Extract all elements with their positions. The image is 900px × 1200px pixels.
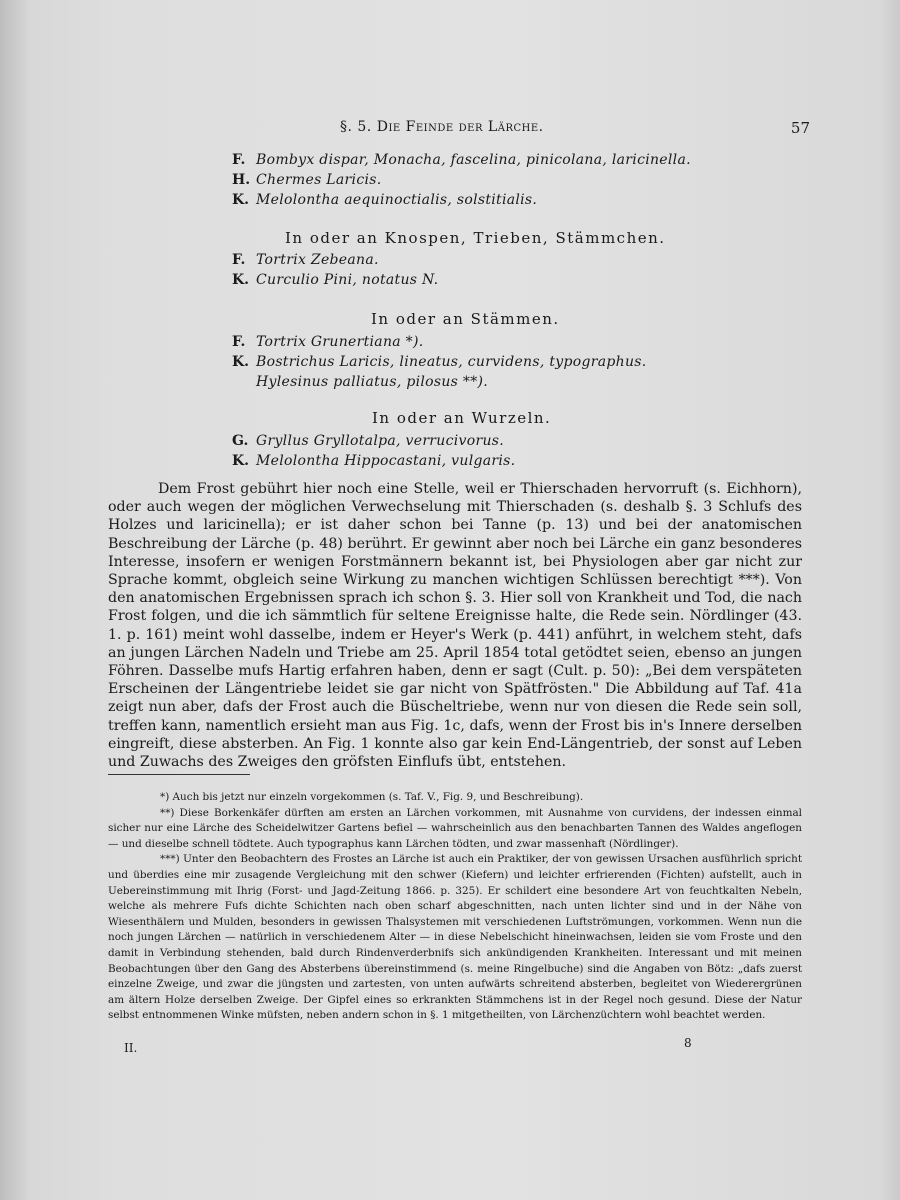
pest-list-general <box>232 150 691 210</box>
paragraph-text: Dem Frost gebührt hier noch eine Stelle, weil er Thierschaden hervorruft (s. Eichhorn), oder auch wegen der möglichen Verwechselung mit Thierschaden (s. deshalb §. 3 Schlufs des Holzes und laricinella); er ist daher schon bei Tanne (p. 13) und bei der anatomischen Beschreibung der Lärche (p. 48) berührt. Er gewinnt aber noch bei Lärche ein ganz besonderes Interesse, insofern er wenigen Forstmännern bekannt ist, bei Physiologen aber gar nicht zur Sprache kommt, obgleich seine Wirkung zu manchen wichtigen Schlüssen berechtigt ***). Von den anatomischen Ergebnissen sprach ich schon §. 3. Hier soll von Krankheit und Tod, die nach Frost folgen, und die ich sämmtlich für seltene Ereignisse halte, die Rede sein. Nördlinger (43. 1. p. 161) meint wohl dasselbe, indem er Heyer's Werk (p. 441) anführt, in welchem steht, dafs an jungen Lärchen Nadeln und Triebe am 25. April 1854 total getödtet seien, ebenso an jungen Föhren. Dasselbe mufs Hartig erfahren haben, denn er sagt (Cult. p. 50): „Bei dem verspäteten Erscheinen der Längentriebe leidet sie gar nicht von Spätfrösten." Die Abbildung auf Taf. 41a zeigt nun aber, dafs der Frost auch die Büscheltriebe, wenn nur von diesen die Rede sein soll, treffen kann, namentlich ersieht man aus Fig. 1c, dafs, wenn der Frost bis in's Innere derselben eingreift, diese absterben. An Fig. 1 konnte also gar kein End-Längentrieb, der sonst auf Leben und Zuwachs des Zweiges den gröfsten Einflufs übt, entstehen. <box>108 481 802 771</box>
pest-list-buds <box>232 250 438 290</box>
species-names: Melolontha Hippocastani, vulgaris. <box>256 453 516 469</box>
footnotes <box>108 790 802 1024</box>
subheading-stems: In oder an Stämmen. <box>371 310 560 328</box>
subheading-roots: In oder an Wurzeln. <box>372 409 552 427</box>
order-letter: F. <box>232 334 246 350</box>
page-number: 57 <box>790 119 810 137</box>
list-item <box>232 150 691 170</box>
order-letter: K. <box>232 354 250 370</box>
list-item <box>232 250 438 270</box>
pest-list-roots <box>232 431 515 471</box>
footnote-divider <box>108 774 250 775</box>
footnote-1: *) Auch bis jetzt nur einzeln vorgekommen (s. Taf. V., Fig. 9, und Beschreibung). <box>160 791 584 803</box>
signature-mark: 8 <box>684 1036 692 1050</box>
species-names: Bostrichus Laricis, lineatus, curvidens, typographus. <box>256 354 647 370</box>
list-item <box>232 270 438 290</box>
order-letter: F. <box>232 252 246 268</box>
species-names: Curculio Pini, notatus N. <box>256 272 439 288</box>
footnote-2: **) Diese Borkenkäfer dürften am ersten an Lärchen vorkommen, mit Ausnahme von curvidens, der indessen einmal sicher nur eine Lärche des Scheidelwitzer Gartens befiel — wahrscheinlich aus den benachbarten Tannen des Waldes angeflogen — und dieselbe schnell tödtete. Auch typographus kann Lärchen tödten, und zwar massenhaft (Nördlinger). <box>108 806 802 850</box>
volume-mark: II. <box>124 1041 138 1055</box>
species-names: Bombyx dispar, Monacha, fascelina, pinicolana, laricinella. <box>256 152 691 168</box>
section-number: §. 5. <box>340 119 372 135</box>
running-header <box>110 119 810 139</box>
footnote-3: ***) Unter den Beobachtern des Frostes an Lärche ist auch ein Praktiker, der von gewissen Ursachen ausführlich spricht und überdies eine mir zusagende Vergleichung mit den schwer (Kiefern) und leichter erfrierenden (Fichten) aufstellt, auch in Uebereinstimmung mit Ihrig (Forst- und Jagd-Zeitung 1866. p. 325). Er schildert eine besondere Art von feuchtkalten Nebeln, welche als mehrere Fufs dichte Schichten nach oben scharf abgeschnitten, nach unten lichter sind und in der Nähe von Wiesenthälern und Mulden, besonders in gewissen Thalsystemen mit verschiedenen Luftströmungen, vorkommen. Wenn nun die noch jungen Lärchen — natürlich in verschiedenem Alter — in diese Nebelschicht hineinwachsen, leiden sie vom Froste und den damit in Verbindung stehenden, bald durch Rindenverderbnifs sich ankündigenden Krankheiten. Interessant und mit meinen Beobachtungen über den Gang des Absterbens übereinstimmend (s. meine Ringelbuche) sind die Angaben von Bötz: „dafs zuerst einzelne Zweige, und zwar die jüngsten und zartesten, von unten aufwärts schreitend absterben, begleitet von Wiederergrünen am ältern Holze derselben Zweige. Der Gipfel eines so erkrankten Stämmchens ist in der Regel noch gesund. Diese der Natur selbst entnommenen Winke müfsten, neben andern schon in §. 1 mitgetheilten, von Lärchenzüchtern wohl beachtet werden. <box>108 853 802 1022</box>
species-names: Chermes Laricis. <box>256 172 382 188</box>
list-item <box>232 372 647 392</box>
subheading-buds: In oder an Knospen, Trieben, Stämmchen. <box>285 229 666 247</box>
list-item <box>232 170 691 190</box>
species-names: Melolontha aequinoctialis, solstitialis. <box>256 192 538 208</box>
order-letter: K. <box>232 453 250 469</box>
section-title: Die Feinde der Lärche. <box>376 119 544 135</box>
list-item <box>232 352 647 372</box>
main-paragraph <box>108 480 802 771</box>
list-item <box>232 431 515 451</box>
order-letter: F. <box>232 152 246 168</box>
pest-list-stems <box>232 332 647 392</box>
list-item <box>232 190 691 210</box>
list-item <box>232 451 515 471</box>
species-names: Gryllus Gryllotalpa, verrucivorus. <box>256 433 505 449</box>
list-item <box>232 332 647 352</box>
order-letter: K. <box>232 192 250 208</box>
species-names: Tortrix Grunertiana *). <box>256 334 424 350</box>
species-names: Tortrix Zebeana. <box>256 252 379 268</box>
order-letter: G. <box>232 433 249 449</box>
species-names: Hylesinus palliatus, pilosus **). <box>256 374 489 390</box>
header-title <box>340 119 544 135</box>
order-letter: H. <box>232 172 251 188</box>
order-letter: K. <box>232 272 250 288</box>
